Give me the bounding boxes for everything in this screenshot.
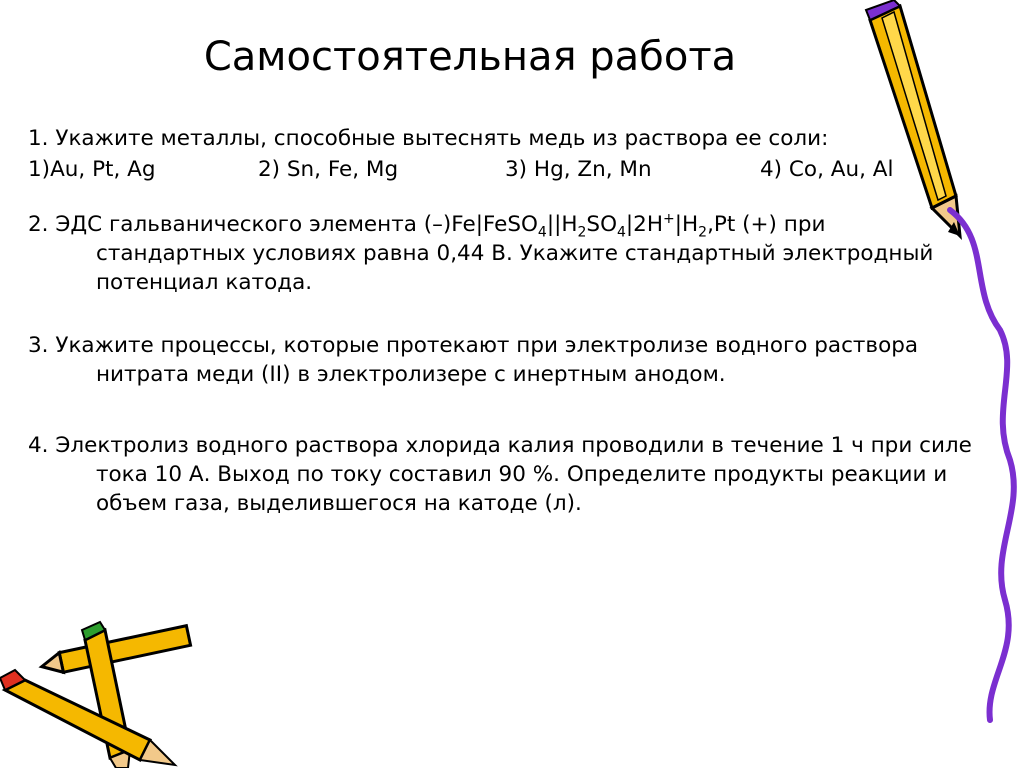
question-4-text: 4. Электролиз водного раствора хлорида калия проводили в течение 1 ч при силе тока 10 А. Выход по току составил 90 %. Определите продукты реакции и объем газа, выделившегося на катоде (л).: [28, 433, 972, 516]
slide-title: Самостоятельная работа: [203, 34, 737, 80]
purple-wave-decoration: [930, 200, 1024, 730]
slide-content: [28, 118, 973, 518]
pencil-icon: [0, 620, 210, 768]
question-3-text: 3. Укажите процессы, которые протекают при электролизе водного раствора нитрата меди (II) в электролизере с инертным анодом.: [28, 333, 919, 387]
option-3: 3) Hg, Zn, Mn: [505, 157, 652, 182]
question-1-text: 1. Укажите металлы, способные вытеснять медь из раствора ее соли:: [28, 126, 829, 151]
question-2-text: 2. ЭДС гальванического элемента $(-)Fe|FeSO_4||H_2SO_4|2H^+|H_2,Pt$ (+) при стандартных условиях равна 0,44 В. Укажите стандартный электродный потенциал катода.: [28, 210, 934, 295]
question-1-options: [28, 153, 973, 186]
option-1: 1)Au, Pt, Ag: [28, 157, 156, 182]
option-4: 4) Co, Au, Al: [760, 157, 894, 182]
option-2: 2) Sn, Fe, Mg: [258, 157, 399, 182]
